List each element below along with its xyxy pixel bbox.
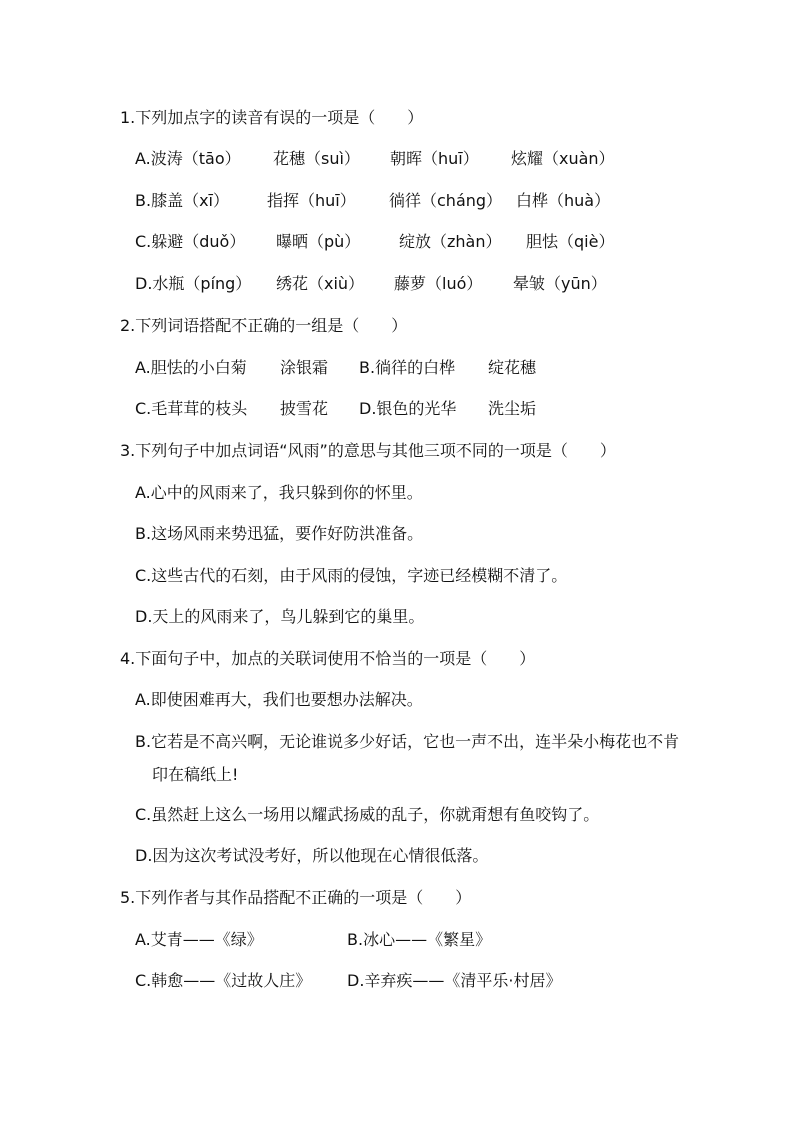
q1-option-a1: A.波涛（tāo） [135, 149, 241, 168]
q1-option-c4: 胆怯（qiè） [526, 232, 615, 251]
q1-option-a2: 花穗（suì） [273, 149, 360, 168]
q1-option-c3: 绽放（zhàn） [399, 232, 502, 251]
q1-option-d3: 藤萝（luó） [394, 274, 483, 293]
q5-option-c: C.韩愈——《过故人庄》 [135, 971, 312, 990]
question-3-stem: 3.下列句子中加点词语“风雨”的意思与其他三项不同的一项是（ ） [120, 441, 616, 460]
q3-option-a: A.心中的风雨来了，我只躲到你的怀里。 [135, 483, 423, 502]
question-5-stem: 5.下列作者与其作品搭配不正确的一项是（ ） [120, 888, 472, 907]
q1-option-d2: 绣花（xiù） [276, 274, 365, 293]
q2-option-d: D.银色的光华 [359, 399, 457, 418]
q1-option-a4: 炫耀（xuàn） [511, 149, 615, 168]
q5-option-d: D.辛弃疾——《清平乐·村居》 [347, 971, 562, 990]
q5-option-a: A.艾青——《绿》 [135, 930, 263, 949]
q1-option-b3: 徜徉（cháng） [389, 191, 503, 210]
q2-option-c: C.毛茸茸的枝头 [135, 399, 248, 418]
q1-option-a3: 朝晖（huī） [390, 149, 479, 168]
q2-option-d-phrase: 洗尘垢 [488, 399, 537, 418]
q2-option-a: A.胆怯的小白菊 [135, 358, 247, 377]
q1-option-b1: B.膝盖（xī） [135, 191, 229, 210]
q4-option-c: C.虽然赶上这么一场用以耀武扬威的乱子，你就甭想有鱼咬钩了。 [135, 805, 600, 824]
q3-option-b: B.这场风雨来势迅猛，要作好防洪准备。 [135, 524, 424, 543]
q2-option-b-phrase: 绽花穗 [488, 358, 537, 377]
q4-option-b-continued: 印在稿纸上! [152, 765, 239, 784]
q5-option-b: B.冰心——《繁星》 [347, 930, 492, 949]
question-2-stem: 2.下列词语搭配不正确的一组是（ ） [120, 316, 408, 335]
q1-option-b2: 指挥（huī） [267, 191, 356, 210]
q2-option-b: B.徜徉的白桦 [359, 358, 456, 377]
q2-option-c-phrase: 披雪花 [280, 399, 329, 418]
q2-option-a-phrase: 涂银霜 [280, 358, 329, 377]
q1-option-b4: 白桦（huà） [516, 191, 611, 210]
q3-option-c: C.这些古代的石刻，由于风雨的侵蚀，字迹已经模糊不清了。 [135, 566, 568, 585]
q1-option-c2: 曝晒（pù） [276, 232, 361, 251]
question-1-stem: 1.下列加点字的读音有误的一项是（ ） [120, 108, 424, 127]
q1-option-c1: C.躲避（duǒ） [135, 232, 246, 251]
q4-option-a: A.即使困难再大，我们也要想办法解决。 [135, 690, 423, 709]
q4-option-d: D.因为这次考试没考好，所以他现在心情很低落。 [135, 846, 489, 865]
q1-option-d4: 晕皱（yūn） [513, 274, 607, 293]
q3-option-d: D.天上的风雨来了，鸟儿躲到它的巢里。 [135, 607, 425, 626]
question-4-stem: 4.下面句子中，加点的关联词使用不恰当的一项是（ ） [120, 649, 536, 668]
q1-option-d1: D.水瓶（píng） [135, 274, 252, 293]
q4-option-b: B.它若是不高兴啊，无论谁说多少好话，它也一声不出，连半朵小梅花也不肯 [135, 732, 680, 751]
